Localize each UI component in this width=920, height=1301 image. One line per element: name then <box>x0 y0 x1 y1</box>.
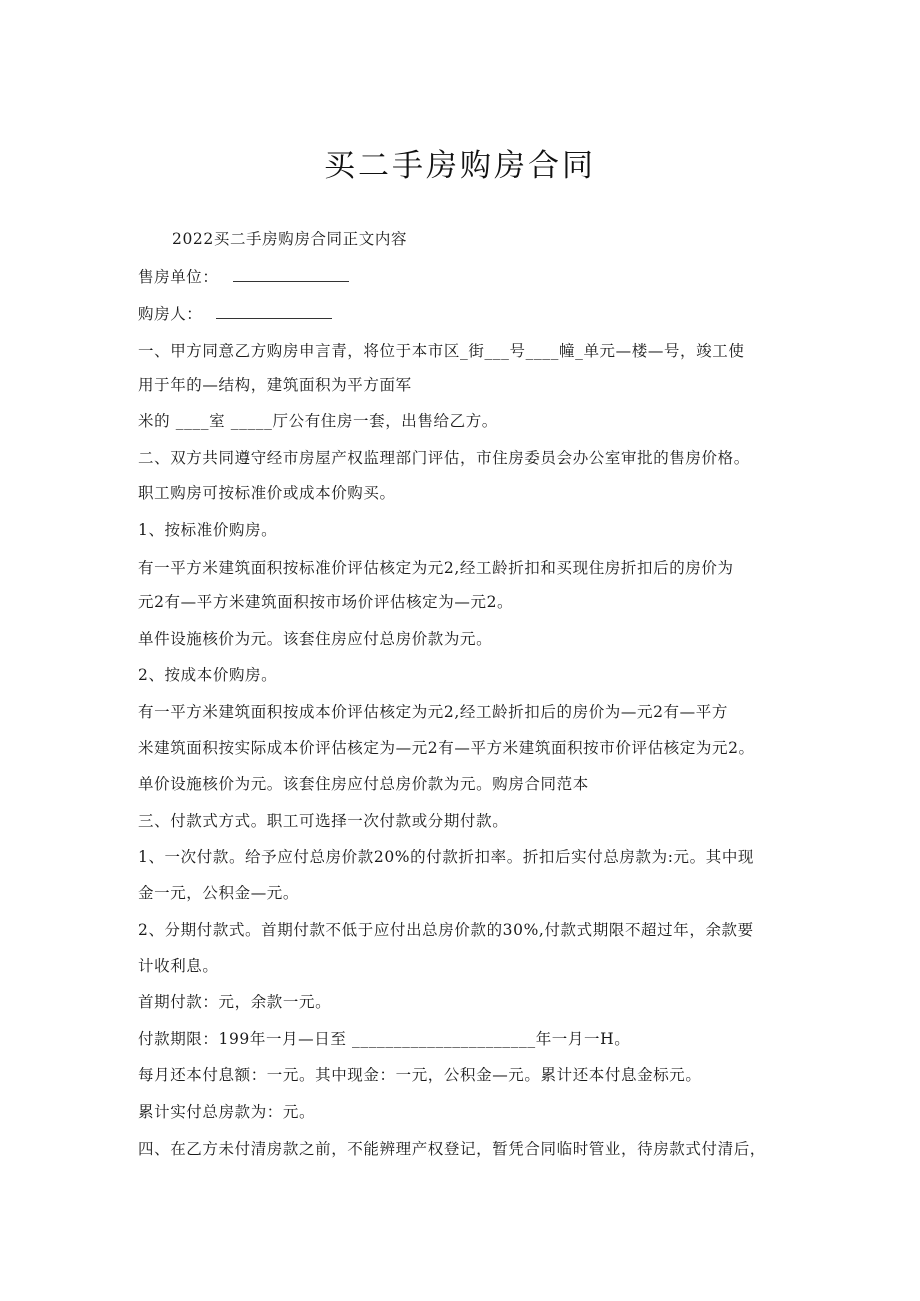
clause-line: 职工购房可按标准价或成本价购买。 <box>138 484 396 502</box>
seller-field <box>138 265 828 289</box>
clause-line: 米的 ____室 _____厅公有住房一套，出售给乙方。 <box>138 412 498 430</box>
clause-line: 二、双方共同遵守经市房屋产权监理部门评估，市住房委员会办公室审批的售房价格。 <box>138 449 750 467</box>
clause-line: 一、甲方同意乙方购房申言青，将位于本市区_街___号____幢_单元—楼—号，竣工使 <box>138 342 745 360</box>
buyer-field <box>138 302 828 326</box>
clause-line: 1、按标准价购房。 <box>138 521 278 539</box>
clause-line: 付款期限：199年一月—日至 ______________________年一月一H。 <box>138 1030 631 1048</box>
clause-line: 1、一次付款。给予应付总房价款20%的付款折扣率。折扣后实付总房款为:元。其中现 <box>138 848 755 866</box>
clause-line: 累计实付总房款为：元。 <box>138 1103 316 1121</box>
clause-line: 金一元，公积金—元。 <box>138 884 300 902</box>
clause-line: 三、付款式方式。职工可选择一次付款或分期付款。 <box>138 812 509 830</box>
clause-line: 2、按成本价购房。 <box>138 666 278 684</box>
clause-line: 2、分期付款式。首期付款不低于应付出总房价款的30%,付款式期限不超过年，余款要 <box>138 921 754 939</box>
clause-line: 单件设施核价为元。该套住房应付总房价款为元。 <box>138 630 493 648</box>
clause-line: 首期付款：元，余款一元。 <box>138 993 332 1011</box>
clause-line: 每月还本付息额：一元。其中现金：一元，公积金—元。累计还本付息金标元。 <box>138 1066 702 1084</box>
clause-line: 有一平方米建筑面积按成本价评估核定为元2,经工龄折扣后的房价为—元2有—平方 <box>138 703 728 721</box>
seller-label: 售房单位： <box>138 268 219 286</box>
seller-blank <box>233 265 349 282</box>
document-title: 买二手房购房合同 <box>324 148 596 184</box>
clause-line: 单价设施核价为元。该套住房应付总房价款为元。购房合同范本 <box>138 775 589 793</box>
buyer-blank <box>216 302 332 319</box>
clause-line: 用于年的—结构，建筑面积为平方面军 <box>138 376 412 394</box>
document-subtitle: 2022买二手房购房合同正文内容 <box>172 230 408 248</box>
buyer-label: 购房人： <box>138 305 203 323</box>
clause-line: 米建筑面积按实际成本价评估核定为—元2有—平方米建筑面积按市价评估核定为元2。 <box>138 739 755 757</box>
clause-line: 四、在乙方未付清房款之前，不能辨理产权登记，暂凭合同临时管业，待房款式付清后， <box>138 1140 766 1158</box>
clause-line: 元2有—平方米建筑面积按市场价评估核定为—元2。 <box>138 593 514 611</box>
clause-line: 计收利息。 <box>138 957 219 975</box>
clause-line: 有一平方米建筑面积按标准价评估核定为元2,经工龄折扣和买现住房折扣后的房价为 <box>138 559 734 577</box>
